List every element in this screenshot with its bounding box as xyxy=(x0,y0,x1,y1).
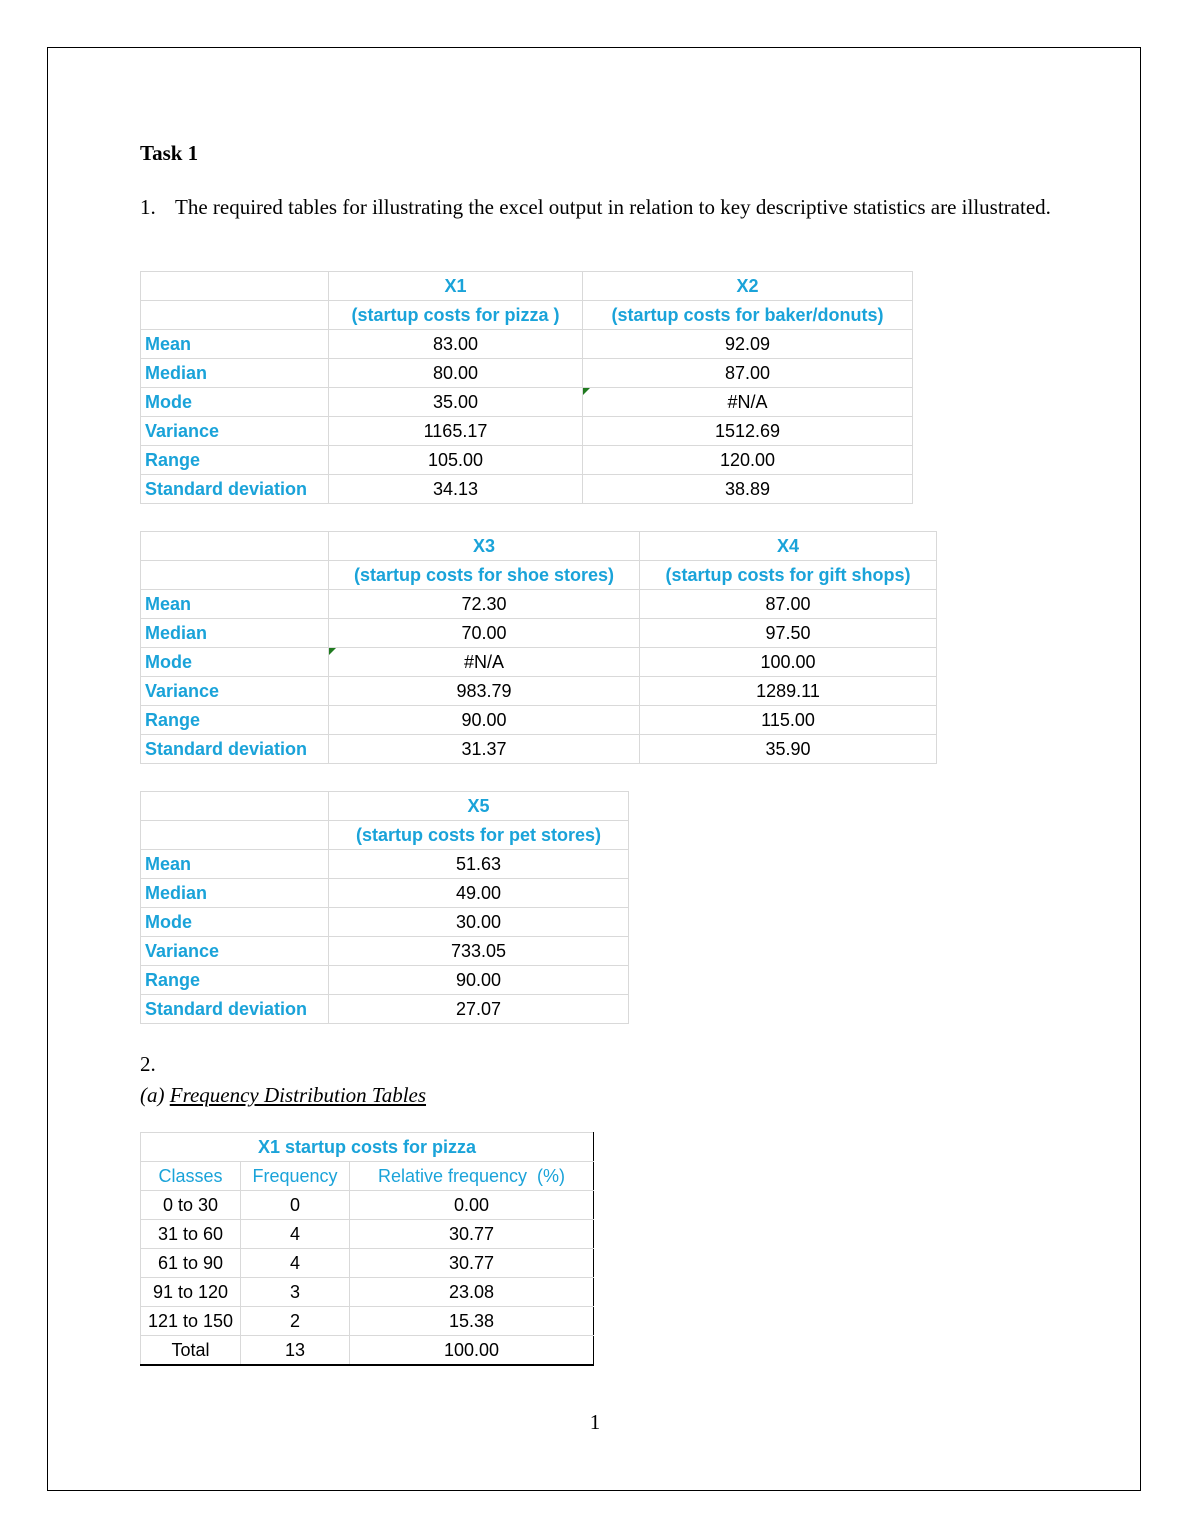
row-label: Range xyxy=(141,966,329,995)
table-row xyxy=(141,272,913,301)
table-row xyxy=(141,417,913,446)
table-row xyxy=(141,475,913,504)
table-cell: 30.00 xyxy=(329,908,629,937)
row-label: Mean xyxy=(141,590,329,619)
table-cell: 120.00 xyxy=(583,446,913,475)
table-cell: 100.00 xyxy=(640,648,937,677)
table-cell: 1165.17 xyxy=(329,417,583,446)
table-cell: 72.30 xyxy=(329,590,640,619)
table-cell: 115.00 xyxy=(640,706,937,735)
subheading xyxy=(140,1083,426,1108)
table-cell: 4 xyxy=(241,1249,350,1278)
table-cell: 31 to 60 xyxy=(141,1220,241,1249)
table-cell: 61 to 90 xyxy=(141,1249,241,1278)
table-row xyxy=(141,677,937,706)
table-cell: 51.63 xyxy=(329,850,629,879)
table-row xyxy=(141,1133,594,1162)
list-number: 1. xyxy=(140,195,156,219)
table-row xyxy=(141,330,913,359)
table-cell: 23.08 xyxy=(350,1278,594,1307)
column-header: Frequency xyxy=(241,1162,350,1191)
page-number: 1 xyxy=(589,1410,601,1434)
table-title: X1 startup costs for pizza xyxy=(141,1133,594,1162)
column-description: (startup costs for pet stores) xyxy=(329,821,629,850)
table-row xyxy=(141,706,937,735)
table-row xyxy=(141,648,937,677)
empty-cell xyxy=(141,792,329,821)
table-row xyxy=(141,850,629,879)
row-label: Mode xyxy=(141,908,329,937)
row-label: Variance xyxy=(141,937,329,966)
table-row xyxy=(141,359,913,388)
table-row xyxy=(141,1220,594,1249)
table-row xyxy=(141,735,937,764)
table-cell: 97.50 xyxy=(640,619,937,648)
table-cell: 90.00 xyxy=(329,706,640,735)
table-cell: 35.90 xyxy=(640,735,937,764)
empty-cell xyxy=(141,821,329,850)
task-heading: Task 1 xyxy=(140,141,199,165)
table-row xyxy=(141,966,629,995)
table-cell: 49.00 xyxy=(329,879,629,908)
table-row xyxy=(141,1249,594,1278)
table-cell: 90.00 xyxy=(329,966,629,995)
table-cell: 0.00 xyxy=(350,1191,594,1220)
table-row xyxy=(141,446,913,475)
empty-cell xyxy=(141,561,329,590)
table-cell: 92.09 xyxy=(583,330,913,359)
table-row xyxy=(141,590,937,619)
table-cell: 1512.69 xyxy=(583,417,913,446)
table-row xyxy=(141,879,629,908)
row-label: Standard deviation xyxy=(141,995,329,1024)
row-label: Median xyxy=(141,879,329,908)
table-cell: 105.00 xyxy=(329,446,583,475)
table-cell: 30.77 xyxy=(350,1249,594,1278)
row-label: Median xyxy=(141,619,329,648)
table-cell: 31.37 xyxy=(329,735,640,764)
row-label: Standard deviation xyxy=(141,475,329,504)
table-cell: 15.38 xyxy=(350,1307,594,1336)
row-label: Variance xyxy=(141,417,329,446)
table-row xyxy=(141,792,629,821)
table-cell: 2 xyxy=(241,1307,350,1336)
table-cell: 100.00 xyxy=(350,1336,594,1366)
table-row xyxy=(141,937,629,966)
table-cell: 733.05 xyxy=(329,937,629,966)
table-cell: #N/A xyxy=(583,388,913,417)
table-cell: 0 to 30 xyxy=(141,1191,241,1220)
list-text: The required tables for illustrating the excel output in relation to key descriptive statistics are illustrated. xyxy=(175,195,1051,219)
table-cell: 35.00 xyxy=(329,388,583,417)
table-cell: 121 to 150 xyxy=(141,1307,241,1336)
column-description: (startup costs for gift shops) xyxy=(640,561,937,590)
table-row xyxy=(141,1336,594,1366)
subheading-prefix: (a) xyxy=(140,1083,165,1107)
empty-cell xyxy=(141,301,329,330)
list-number-2: 2. xyxy=(140,1052,156,1076)
row-label: Variance xyxy=(141,677,329,706)
table-cell: 27.07 xyxy=(329,995,629,1024)
table-row xyxy=(141,388,913,417)
table-cell: #N/A xyxy=(329,648,640,677)
frequency-table xyxy=(140,1132,594,1366)
table-cell: 38.89 xyxy=(583,475,913,504)
table-cell: 3 xyxy=(241,1278,350,1307)
table-cell: 30.77 xyxy=(350,1220,594,1249)
column-header: Relative frequency (%) xyxy=(350,1162,594,1191)
subheading-title: Frequency Distribution Tables xyxy=(169,1083,427,1107)
row-label: Range xyxy=(141,446,329,475)
table-cell: 4 xyxy=(241,1220,350,1249)
table-row xyxy=(141,821,629,850)
empty-cell xyxy=(141,532,329,561)
row-label: Range xyxy=(141,706,329,735)
table-row xyxy=(141,532,937,561)
table-cell: 1289.11 xyxy=(640,677,937,706)
empty-cell xyxy=(141,272,329,301)
column-header: X4 xyxy=(640,532,937,561)
column-header: X3 xyxy=(329,532,640,561)
row-label: Standard deviation xyxy=(141,735,329,764)
table-row xyxy=(141,1307,594,1336)
table-row xyxy=(141,1191,594,1220)
table-cell: Total xyxy=(141,1336,241,1366)
table-row xyxy=(141,908,629,937)
row-label: Median xyxy=(141,359,329,388)
table-cell: 0 xyxy=(241,1191,350,1220)
row-label: Mode xyxy=(141,648,329,677)
table-cell: 983.79 xyxy=(329,677,640,706)
column-description: (startup costs for pizza ) xyxy=(329,301,583,330)
column-header: X1 xyxy=(329,272,583,301)
table-cell: 87.00 xyxy=(640,590,937,619)
column-header: X5 xyxy=(329,792,629,821)
column-description: (startup costs for shoe stores) xyxy=(329,561,640,590)
table-row xyxy=(141,561,937,590)
table-cell: 13 xyxy=(241,1336,350,1366)
table-cell: 70.00 xyxy=(329,619,640,648)
row-label: Mode xyxy=(141,388,329,417)
row-label: Mean xyxy=(141,850,329,879)
table-row xyxy=(141,1162,594,1191)
table-cell: 83.00 xyxy=(329,330,583,359)
table-cell: 87.00 xyxy=(583,359,913,388)
column-description: (startup costs for baker/donuts) xyxy=(583,301,913,330)
table-row xyxy=(141,619,937,648)
row-label: Mean xyxy=(141,330,329,359)
column-header: X2 xyxy=(583,272,913,301)
stats-table-x1-x2 xyxy=(140,271,913,504)
list-item-1 xyxy=(140,192,1060,222)
table-cell: 34.13 xyxy=(329,475,583,504)
table-row xyxy=(141,995,629,1024)
table-cell: 80.00 xyxy=(329,359,583,388)
stats-table-x5 xyxy=(140,791,629,1024)
table-row xyxy=(141,1278,594,1307)
stats-table-x3-x4 xyxy=(140,531,937,764)
column-header: Classes xyxy=(141,1162,241,1191)
table-cell: 91 to 120 xyxy=(141,1278,241,1307)
table-row xyxy=(141,301,913,330)
